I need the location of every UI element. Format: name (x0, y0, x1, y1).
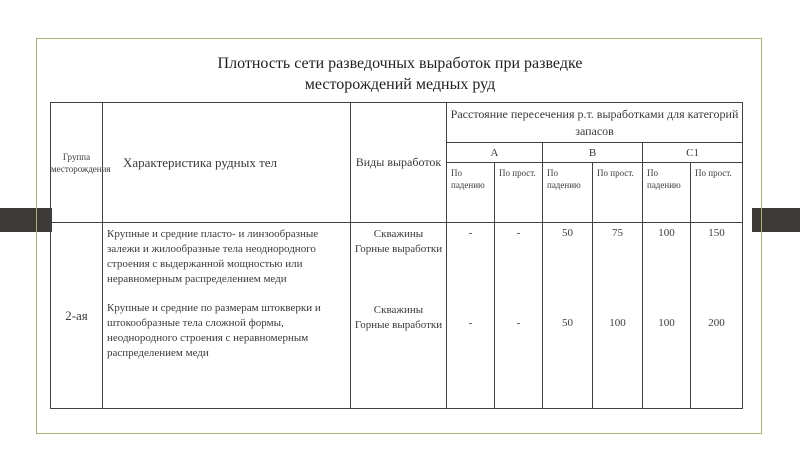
header-c1-strike: По прост. (691, 163, 743, 223)
value-c1-dip-2: 100 (658, 317, 675, 329)
types-2-line-2: Горные выработки (354, 319, 443, 331)
characteristic-cell (103, 223, 351, 409)
value-cell-a-dip (447, 223, 495, 409)
header-a-strike: По прост. (495, 163, 543, 223)
header-types: Виды выработок (351, 103, 447, 223)
value-a-strike-1: - (516, 227, 521, 239)
title-line-2: месторождений медных руд (304, 76, 496, 93)
types-cell (351, 223, 447, 409)
title-line-1: Плотность сети разведочных выработок при разведке (217, 55, 583, 72)
slide-title (100, 53, 700, 95)
characteristic-text-2: Крупные и средние по размерам штокверки и штокообразные тела сложной формы, неоднородного строения с неравномерным распределением меди (107, 302, 321, 359)
header-category-b: В (543, 143, 643, 163)
value-b-dip-1: 50 (562, 227, 573, 239)
header-b-strike: По прост. (593, 163, 643, 223)
value-c1-dip-1: 100 (658, 227, 675, 239)
types-1-line-2: Горные выработки (354, 243, 443, 255)
types-block-1 (351, 227, 446, 257)
value-b-dip-2: 50 (562, 317, 573, 329)
types-1-line-1: Скважины (373, 228, 424, 240)
table-row (51, 223, 743, 409)
value-cell-b-strike (593, 223, 643, 409)
header-a-dip: По падению (447, 163, 495, 223)
types-block-2 (351, 303, 446, 333)
characteristic-text-1: Крупные и средние пласто- и линзообразные залежи и жилообразные тела неоднородного строения с выдержанной мощностью или неравномерным распределением меди (107, 228, 319, 285)
header-distance: Расстояние пересечения р.т. выработками для категорий запасов (447, 103, 743, 143)
value-b-strike-1: 75 (612, 227, 623, 239)
value-cell-b-dip (543, 223, 593, 409)
value-a-dip-1: - (468, 227, 473, 239)
header-group: Группа месторождения (51, 103, 103, 223)
value-cell-c1-strike (691, 223, 743, 409)
value-a-strike-2: - (516, 317, 521, 329)
value-c1-strike-2: 200 (708, 317, 725, 329)
header-b-dip: По падению (543, 163, 593, 223)
copper-deposits-table (50, 102, 743, 409)
value-cell-c1-dip (643, 223, 691, 409)
header-characteristic: Характеристика рудных тел (103, 103, 351, 223)
value-b-strike-2: 100 (609, 317, 626, 329)
types-2-line-1: Скважины (373, 304, 424, 316)
header-category-c1: С1 (643, 143, 743, 163)
value-a-dip-2: - (468, 317, 473, 329)
value-c1-strike-1: 150 (708, 227, 725, 239)
header-c1-dip: По падению (643, 163, 691, 223)
header-category-a: А (447, 143, 543, 163)
value-cell-a-strike (495, 223, 543, 409)
group-cell: 2-ая (51, 223, 103, 409)
